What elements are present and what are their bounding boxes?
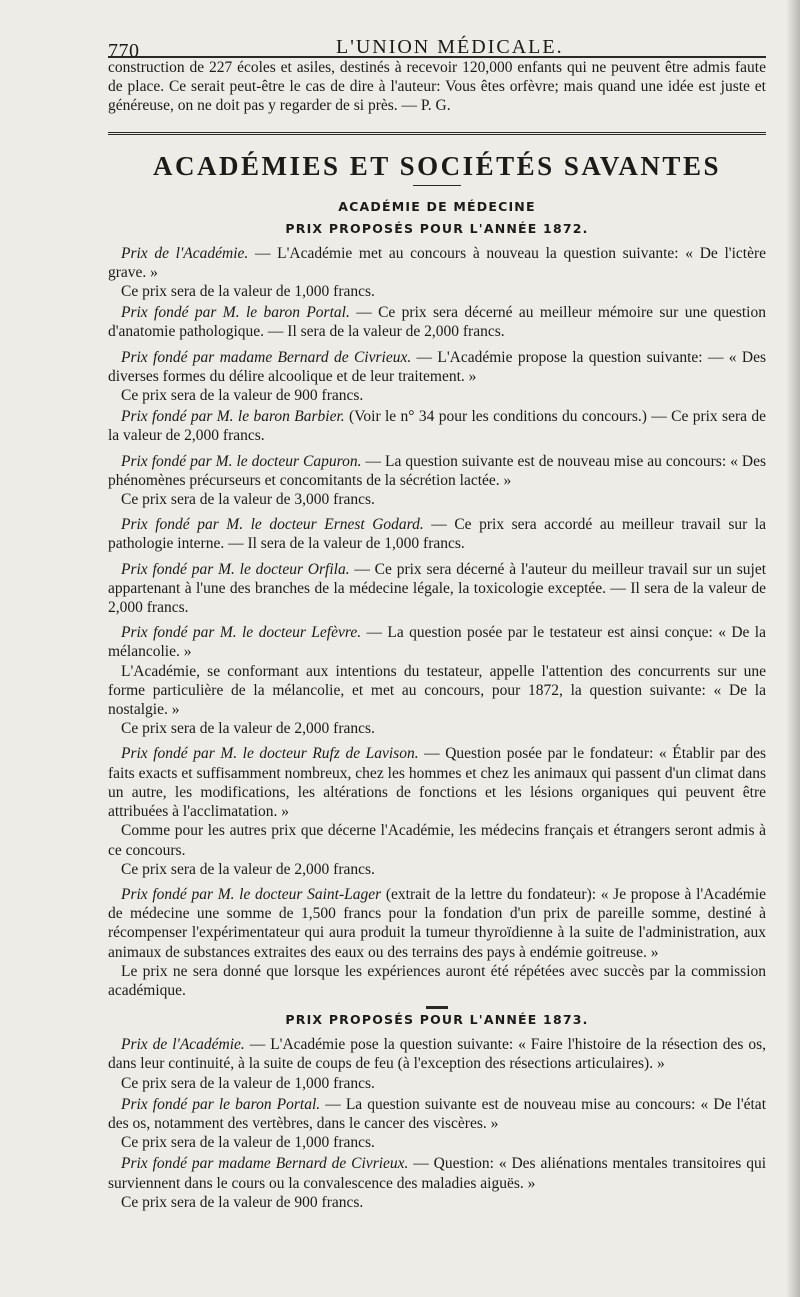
intro-paragraph: construction de 227 écoles et asiles, destinés à recevoir 120,000 enfants qui ne peuvent être admis faute de place. Ce serait peut-être le cas de dire à l'auteur: Vous êtes orfèvre; mais quand une idée est juste et généreuse, on ne doit pas y regarder de si près. — P. G. [108, 59, 766, 115]
year-1872-heading: PRIX PROPOSÉS POUR L'ANNÉE 1872. [285, 220, 589, 236]
prize-value: Ce prix sera de la valeur de 900 francs. [121, 387, 364, 405]
prize-text: (Voir le n° 34 pour les conditions du concours.) — Ce prix sera de la valeur de 2,000 francs. [108, 408, 766, 445]
academy-heading: ACADÉMIE DE MÉDECINE [338, 198, 536, 214]
prize-label: Prix fondé par M. le docteur Orfila. [121, 560, 350, 578]
section-title: ACADÉMIES ET SOCIÉTÉS SAVANTES [153, 150, 721, 181]
prize-text: — L'Académie met au concours à nouveau la question suivante: « De l'ictère grave. » [108, 244, 766, 281]
prize-text: — La question suivante est de nouveau mise au concours: « Des phénomènes précurseurs et concomitants de la sécrétion lactée. » [108, 452, 766, 489]
prize-text: — Question: « Des aliénations mentales transitoires qui surviennent dans le cours ou la convalescence des maladies aiguës. » [108, 1155, 767, 1192]
prize-text: — La question suivante est de nouveau mise au concours: « De l'état des os, notamment des vertèbres, dans le cancer des viscères. » [108, 1095, 766, 1132]
journal-title: L'UNION MÉDICALE. [336, 36, 564, 58]
prize-extra: L'Académie, se conformant aux intentions du testateur, appelle l'attention des concurrents sur une forme particulière de la mélancolie, et met au concours, pour 1872, la question suivante: « De la nostalgie. » [108, 662, 766, 719]
prize-entry [108, 560, 766, 618]
prize-entry [108, 623, 766, 738]
prize-value: Ce prix sera de la valeur de 900 francs. [121, 1193, 364, 1211]
prize-label: Prix fondé par M. le docteur Saint-Lager [121, 885, 382, 903]
prize-entry [108, 1035, 766, 1093]
prize-entry [108, 348, 766, 406]
prize-value: Ce prix sera de la valeur de 2,000 francs. [121, 720, 375, 738]
prize-extra: Comme pour les autres prix que décerne l'Académie, les médecins français et étrangers seront admis à ce concours. [108, 822, 766, 859]
prize-entry [108, 303, 766, 341]
prize-value: Ce prix sera de la valeur de 1,000 francs. [121, 1134, 375, 1152]
running-head [108, 0, 766, 62]
prize-label: Prix de l'Académie. [121, 1036, 245, 1054]
prize-text: — Ce prix sera accordé au meilleur travail sur la pathologie interne. — Il sera de la valeur de 1,000 francs. [108, 516, 766, 553]
prize-text: — L'Académie propose la question suivante: — « Des diverses formes du délire alcoolique et de leur traitement. » [108, 348, 766, 385]
prize-label: Prix fondé par M. le docteur Ernest Godard. [121, 516, 424, 534]
prize-label: Prix fondé par madame Bernard de Civrieux. [121, 348, 412, 366]
prize-entry [108, 1154, 766, 1212]
prize-label: Prix fondé par M. le docteur Capuron. [121, 452, 362, 470]
prize-label: Prix fondé par M. le baron Portal. [121, 304, 350, 322]
prize-text: — L'Académie pose la question suivante: « Faire l'histoire de la résection des os, dans leur continuité, à la suite de coups de feu (à l'exception des résections articulaires). » [108, 1036, 766, 1073]
prize-text: — La question posée par le testateur est ainsi conçue: « De la mélancolie. » [108, 624, 766, 661]
prize-value: Ce prix sera de la valeur de 2,000 francs. [121, 860, 375, 878]
prize-value: Ce prix sera de la valeur de 1,000 francs. [121, 1074, 375, 1092]
prize-value: Ce prix sera de la valeur de 3,000 francs. [121, 491, 375, 509]
year-1873-heading: PRIX PROPOSÉS POUR L'ANNÉE 1873. [285, 1012, 589, 1028]
prize-text: — Ce prix sera décerné au meilleur mémoire sur une question d'anatomie pathologique. — Il sera de la valeur de 2,000 francs. [108, 304, 766, 341]
prize-label: Prix fondé par le baron Portal. [121, 1095, 321, 1113]
prize-entry [108, 1095, 766, 1153]
prize-entry [108, 244, 766, 302]
prize-text: (extrait de la lettre du fondateur): « Je propose à l'Académie de médecine une somme de 1,500 francs pour la fondation d'un prix de pareille somme, destiné à récompenser l'expérimentateur qui aura produit la tumeur thyroïdienne à la suite de l'administration, aux animaux de substances extraites des eaux ou des terrains des pays à endémie goitreuse. » [108, 885, 767, 961]
title-underline [413, 185, 461, 186]
section-divider [108, 132, 766, 135]
prize-text: — Ce prix sera décerné à l'auteur du meilleur travail sur un sujet appartenant à l'une des branches de la médecine légale, la toxicologie exceptée. — Il sera de la valeur de 2,000 francs. [108, 560, 767, 617]
section-break-rule [426, 1006, 448, 1009]
prize-label: Prix de l'Académie. [121, 244, 249, 262]
prize-label: Prix fondé par madame Bernard de Civrieux. [121, 1155, 409, 1173]
page-number: 770 [108, 40, 140, 62]
prize-entry [108, 452, 766, 510]
page-edge-shadow [786, 0, 800, 1297]
prize-entry [108, 407, 766, 445]
prize-text: — Question posée par le fondateur: « Établir par des faits exacts et suffisamment nombreux, chez les hommes et chez les animaux qui passent d'un climat dans un autre, les modifications, les altérations de fonctions et les lésions organiques qui peuvent être attribuées à l'acclimatation. » [108, 745, 766, 821]
prize-label: Prix fondé par M. le docteur Lefèvre. [121, 624, 362, 642]
prize-entry [108, 515, 766, 553]
prize-value: Le prix ne sera donné que lorsque les expériences auront été répétées avec succès par la commission académique. [108, 962, 766, 999]
prize-label: Prix fondé par M. le baron Barbier. [121, 408, 345, 426]
prize-label: Prix fondé par M. le docteur Rufz de Lavison. [121, 745, 419, 763]
prize-value: Ce prix sera de la valeur de 1,000 francs. [121, 283, 375, 301]
prize-entry [108, 744, 766, 878]
prize-entry [108, 885, 766, 1000]
